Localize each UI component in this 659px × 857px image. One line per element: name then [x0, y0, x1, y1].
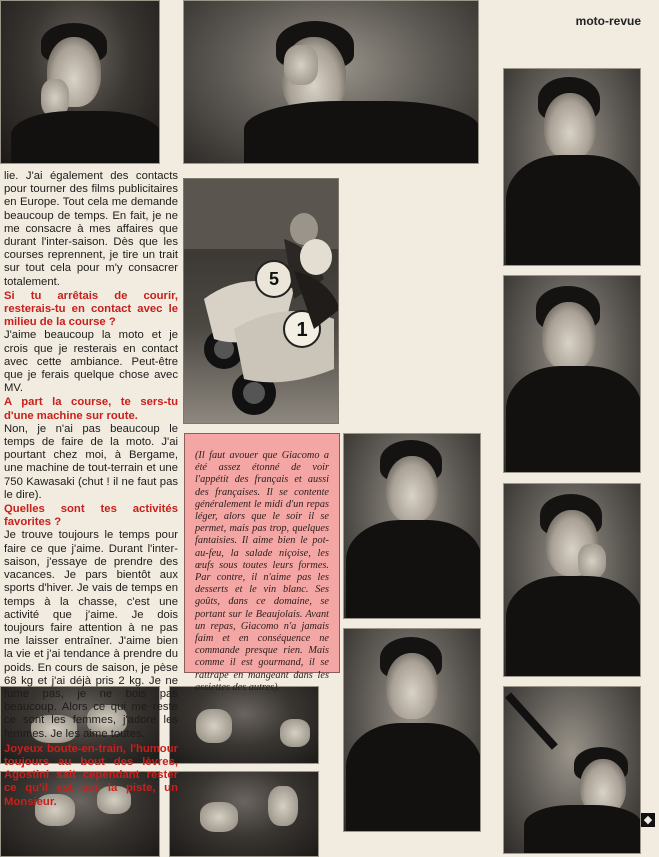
- magazine-label: moto-revue: [575, 14, 641, 28]
- sidebar-box: [184, 433, 340, 693]
- question-1: Si tu arrêtais de courir, resterais-tu en contact avec le milieu de la course ?: [4, 289, 178, 329]
- closing-paragraph: Joyeux boute-en-train, l'humour toujours au bout des lèvres, Agostini sait cependant rester ce qu'il est sur la piste, un Monsieur.: [4, 742, 178, 808]
- photo-hands-4: [169, 771, 319, 857]
- question-2: A part la course, te sers-tu d'une machine sur route.: [4, 396, 178, 422]
- answer-3: Je trouve toujours le temps pour faire ce que j'aime. Durant l'inter-saison, j'essaye de prendre des vacances. Je pars bientôt aux sports d'hiver. Je vais de temps en temps à la chasse, c'est une activité que j'aime. Je dois toujours faire attention à ne pas me laisser entraîner. J'aime bien la vie et j'ai tendance à prendre du poids. En cours de saison, je pèse 68 kg et j'ai déjà pris 2 kg. Je ne fume pas, je ne bois pas beaucoup. Alors ce qui me reste ce sont les femmes, j'adore les femmes. Je les aime toutes.: [4, 529, 178, 740]
- race-illustration: [184, 179, 339, 424]
- article-paragraph-1: lie. J'ai également des contacts pour tourner des films publicitaires en Europe. Tout cela me demande beaucoup de temps. En fait, je ne me consacre à mes affaires que durant l'inter-saison. Dès que les courses reprennent, je tire un trait sur tout cela pour m'y consacrer totalement.: [4, 170, 178, 288]
- answer-2: Non, je n'ai pas beaucoup le temps de faire de la moto. J'ai pourtant chez moi, à Bergame, une machine de tout-terrain et une 750 Kawasaki (chut ! il ne faut pas le dire).: [4, 422, 178, 501]
- answer-1: J'aime beaucoup la moto et je crois que je resterais en contact avec cette ambiance. Peut-être que je ferais quelque chose avec MV.: [4, 329, 178, 395]
- photo-portrait-gesturing: [503, 68, 641, 266]
- photo-portrait-thinking: [503, 275, 641, 473]
- diamond-icon: ◆: [641, 813, 655, 827]
- photo-hands-2: [169, 686, 319, 764]
- bike-number-5: 5: [268, 269, 280, 289]
- photo-portrait-pointing: [343, 433, 481, 619]
- question-3: Quelles sont tes activités favorites ?: [4, 503, 178, 529]
- article-column: [4, 170, 178, 810]
- photo-motorcycle-race: [183, 178, 339, 424]
- bike-number-1: 1: [296, 319, 308, 341]
- sidebar-text: (Il faut avouer que Giacomo a été assez étonné de voir l'appétit des français et aussi des françaises. Il se contente généralement le midi d'un repas léger, alors que le soir il se permet, mais pas trop, quelques fantaisies. Il aime bien le pot-au-feu, la salade niçoise, les œufs sous toutes leurs formes. Par contre, il n'aime pas les desserts et le vin blanc. Ses goûts, dans ce domaine, se portant sur le Beaujolais. Avant un repas, Giacomo n'a jamais faim et en conséquence ne commande presque rien. Mais comme il est gourmand, il se rattrape en mangeant dans les assiettes des autres).: [195, 450, 329, 693]
- photo-portrait-seated: [343, 628, 481, 832]
- photo-portrait-hand-chin: [0, 0, 160, 164]
- photo-portrait-with-gun: [503, 686, 641, 854]
- photo-portrait-laughing: [183, 0, 479, 164]
- photo-portrait-hand-mouth: [503, 483, 641, 677]
